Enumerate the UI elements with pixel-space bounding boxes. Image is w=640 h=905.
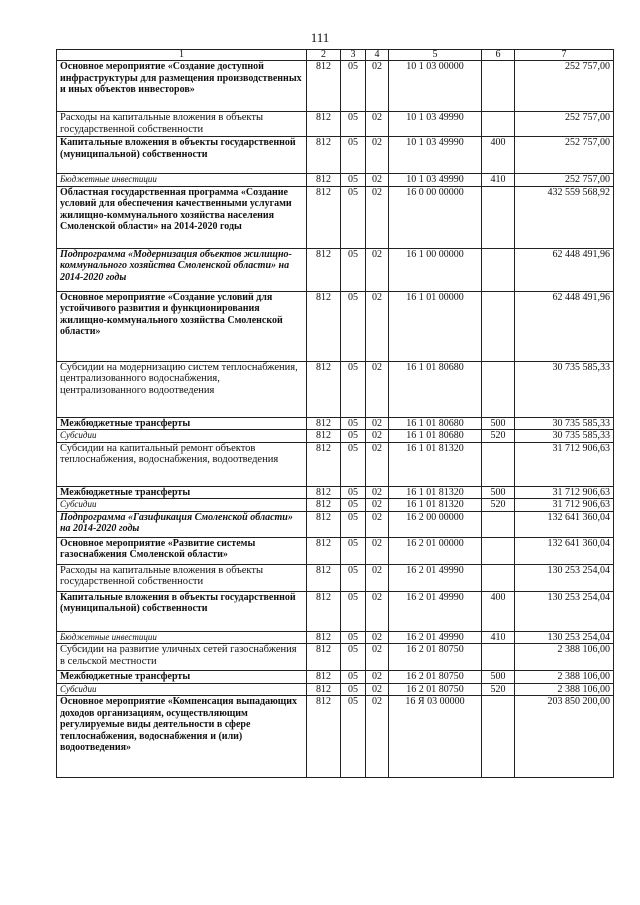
row-code-section: 05 bbox=[341, 486, 366, 499]
row-amount: 252 757,00 bbox=[515, 61, 614, 112]
column-header-5: 5 bbox=[389, 50, 482, 61]
row-name: Расходы на капитальные вложения в объекты государственной собственности bbox=[57, 112, 307, 137]
column-header-1: 1 bbox=[57, 50, 307, 61]
row-code-admin: 812 bbox=[307, 511, 341, 537]
row-code-section: 05 bbox=[341, 696, 366, 778]
row-code-subsection: 02 bbox=[366, 361, 389, 417]
table-row bbox=[57, 486, 614, 499]
row-code-admin: 812 bbox=[307, 442, 341, 486]
row-code-target: 16 1 01 80680 bbox=[389, 430, 482, 443]
row-code-expense-type: 520 bbox=[482, 683, 515, 696]
row-code-admin: 812 bbox=[307, 499, 341, 512]
row-name: Субсидии bbox=[57, 683, 307, 696]
row-code-admin: 812 bbox=[307, 361, 341, 417]
row-code-admin: 812 bbox=[307, 537, 341, 564]
row-code-admin: 812 bbox=[307, 564, 341, 591]
column-header-6: 6 bbox=[482, 50, 515, 61]
row-code-section: 05 bbox=[341, 291, 366, 361]
row-name: Субсидии на модернизацию систем теплоснабжения, централизованного водоснабжения, централизованного водоотведения bbox=[57, 361, 307, 417]
row-code-expense-type bbox=[482, 564, 515, 591]
row-amount: 62 448 491,96 bbox=[515, 291, 614, 361]
row-code-expense-type bbox=[482, 696, 515, 778]
table-row bbox=[57, 499, 614, 512]
row-name: Межбюджетные трансферты bbox=[57, 671, 307, 684]
row-code-target: 16 2 01 80750 bbox=[389, 644, 482, 671]
row-amount: 132 641 360,04 bbox=[515, 537, 614, 564]
row-code-expense-type bbox=[482, 511, 515, 537]
row-code-subsection: 02 bbox=[366, 631, 389, 644]
row-code-target: 16 1 01 81320 bbox=[389, 442, 482, 486]
row-amount: 132 641 360,04 bbox=[515, 511, 614, 537]
row-code-subsection: 02 bbox=[366, 696, 389, 778]
row-name: Подпрограмма «Газификация Смоленской области» на 2014-2020 годы bbox=[57, 511, 307, 537]
row-name: Субсидии bbox=[57, 430, 307, 443]
column-header-2: 2 bbox=[307, 50, 341, 61]
row-name: Капитальные вложения в объекты государственной (муниципальной) собственности bbox=[57, 591, 307, 631]
row-code-target: 16 1 01 81320 bbox=[389, 486, 482, 499]
row-code-expense-type bbox=[482, 361, 515, 417]
row-code-admin: 812 bbox=[307, 174, 341, 187]
row-code-admin: 812 bbox=[307, 644, 341, 671]
table-row bbox=[57, 644, 614, 671]
row-amount: 30 735 585,33 bbox=[515, 430, 614, 443]
row-code-subsection: 02 bbox=[366, 417, 389, 430]
row-code-target: 16 1 00 00000 bbox=[389, 248, 482, 291]
row-code-expense-type: 520 bbox=[482, 499, 515, 512]
row-code-admin: 812 bbox=[307, 631, 341, 644]
row-code-subsection: 02 bbox=[366, 61, 389, 112]
row-amount: 30 735 585,33 bbox=[515, 417, 614, 430]
row-amount: 30 735 585,33 bbox=[515, 361, 614, 417]
row-code-expense-type: 520 bbox=[482, 430, 515, 443]
table-row bbox=[57, 591, 614, 631]
row-code-section: 05 bbox=[341, 537, 366, 564]
row-amount: 2 388 106,00 bbox=[515, 683, 614, 696]
row-code-admin: 812 bbox=[307, 112, 341, 137]
row-code-section: 05 bbox=[341, 361, 366, 417]
row-code-admin: 812 bbox=[307, 417, 341, 430]
row-code-subsection: 02 bbox=[366, 112, 389, 137]
row-code-admin: 812 bbox=[307, 486, 341, 499]
table-row bbox=[57, 137, 614, 174]
table-row bbox=[57, 631, 614, 644]
row-code-section: 05 bbox=[341, 186, 366, 248]
row-code-subsection: 02 bbox=[366, 537, 389, 564]
row-code-admin: 812 bbox=[307, 683, 341, 696]
row-amount: 130 253 254,04 bbox=[515, 631, 614, 644]
table-row bbox=[57, 564, 614, 591]
row-code-target: 16 1 01 80680 bbox=[389, 361, 482, 417]
table-row bbox=[57, 291, 614, 361]
row-code-target: 10 1 03 49990 bbox=[389, 112, 482, 137]
row-amount: 31 712 906,63 bbox=[515, 499, 614, 512]
row-code-target: 16 Я 03 00000 bbox=[389, 696, 482, 778]
row-amount: 2 388 106,00 bbox=[515, 644, 614, 671]
row-code-expense-type bbox=[482, 61, 515, 112]
row-code-target: 16 2 01 49990 bbox=[389, 631, 482, 644]
row-code-expense-type bbox=[482, 291, 515, 361]
row-code-admin: 812 bbox=[307, 671, 341, 684]
row-code-section: 05 bbox=[341, 137, 366, 174]
row-code-expense-type bbox=[482, 248, 515, 291]
row-code-admin: 812 bbox=[307, 591, 341, 631]
row-code-section: 05 bbox=[341, 112, 366, 137]
row-name: Бюджетные инвестиции bbox=[57, 174, 307, 187]
row-code-admin: 812 bbox=[307, 186, 341, 248]
row-code-section: 05 bbox=[341, 61, 366, 112]
row-code-subsection: 02 bbox=[366, 174, 389, 187]
row-code-section: 05 bbox=[341, 174, 366, 187]
row-name: Межбюджетные трансферты bbox=[57, 417, 307, 430]
row-code-admin: 812 bbox=[307, 696, 341, 778]
column-header-4: 4 bbox=[366, 50, 389, 61]
table-row bbox=[57, 174, 614, 187]
row-amount: 130 253 254,04 bbox=[515, 591, 614, 631]
row-code-admin: 812 bbox=[307, 291, 341, 361]
row-code-expense-type: 410 bbox=[482, 174, 515, 187]
row-code-expense-type bbox=[482, 186, 515, 248]
table-row bbox=[57, 696, 614, 778]
table-row bbox=[57, 361, 614, 417]
row-code-target: 16 2 00 00000 bbox=[389, 511, 482, 537]
row-name: Субсидии bbox=[57, 499, 307, 512]
row-amount: 252 757,00 bbox=[515, 137, 614, 174]
row-code-subsection: 02 bbox=[366, 511, 389, 537]
row-code-section: 05 bbox=[341, 417, 366, 430]
row-amount: 252 757,00 bbox=[515, 174, 614, 187]
table-body bbox=[57, 61, 614, 778]
table-row bbox=[57, 186, 614, 248]
row-code-section: 05 bbox=[341, 430, 366, 443]
row-code-subsection: 02 bbox=[366, 671, 389, 684]
row-code-subsection: 02 bbox=[366, 291, 389, 361]
row-name: Бюджетные инвестиции bbox=[57, 631, 307, 644]
row-name: Капитальные вложения в объекты государственной (муниципальной) собственности bbox=[57, 137, 307, 174]
row-name: Основное мероприятие «Развитие системы газоснабжения Смоленской области» bbox=[57, 537, 307, 564]
table-row bbox=[57, 537, 614, 564]
row-code-subsection: 02 bbox=[366, 486, 389, 499]
row-code-section: 05 bbox=[341, 591, 366, 631]
row-code-admin: 812 bbox=[307, 430, 341, 443]
row-code-subsection: 02 bbox=[366, 564, 389, 591]
row-code-admin: 812 bbox=[307, 137, 341, 174]
row-code-section: 05 bbox=[341, 511, 366, 537]
row-code-target: 16 2 01 80750 bbox=[389, 683, 482, 696]
header-row bbox=[57, 50, 614, 61]
row-amount: 2 388 106,00 bbox=[515, 671, 614, 684]
row-name: Подпрограмма «Модернизация объектов жилищно-коммунального хозяйства Смоленской области» на 2014-2020 годы bbox=[57, 248, 307, 291]
row-code-target: 10 1 03 49990 bbox=[389, 174, 482, 187]
row-code-expense-type: 400 bbox=[482, 591, 515, 631]
row-name: Областная государственная программа «Создание условий для обеспечения качественными услугами жилищно-коммунального хозяйства населения Смоленской области» на 2014-2020 годы bbox=[57, 186, 307, 248]
row-code-subsection: 02 bbox=[366, 683, 389, 696]
row-code-target: 16 2 01 49990 bbox=[389, 591, 482, 631]
row-code-subsection: 02 bbox=[366, 442, 389, 486]
row-code-section: 05 bbox=[341, 631, 366, 644]
row-code-subsection: 02 bbox=[366, 186, 389, 248]
column-header-3: 3 bbox=[341, 50, 366, 61]
row-name: Основное мероприятие «Создание доступной инфраструктуры для размещения производственных и иных объектов инвесторов» bbox=[57, 61, 307, 112]
row-code-subsection: 02 bbox=[366, 644, 389, 671]
row-name: Субсидии на капитальный ремонт объектов теплоснабжения, водоснабжения, водоотведения bbox=[57, 442, 307, 486]
row-code-expense-type bbox=[482, 112, 515, 137]
row-amount: 130 253 254,04 bbox=[515, 564, 614, 591]
row-code-expense-type bbox=[482, 537, 515, 564]
row-code-section: 05 bbox=[341, 644, 366, 671]
row-code-target: 10 1 03 00000 bbox=[389, 61, 482, 112]
row-code-target: 16 0 00 00000 bbox=[389, 186, 482, 248]
row-code-target: 16 1 01 81320 bbox=[389, 499, 482, 512]
row-amount: 31 712 906,63 bbox=[515, 486, 614, 499]
row-code-target: 10 1 03 49990 bbox=[389, 137, 482, 174]
row-name: Основное мероприятие «Компенсация выпадающих доходов организациям, осуществляющим регулируемые виды деятельности в сфере теплоснабжения, водоснабжения и (или) водоотведения» bbox=[57, 696, 307, 778]
row-name: Основное мероприятие «Создание условий для устойчивого развития и функционирования жилищно-коммунального хозяйства Смоленской области» bbox=[57, 291, 307, 361]
row-code-section: 05 bbox=[341, 499, 366, 512]
row-code-section: 05 bbox=[341, 683, 366, 696]
row-code-section: 05 bbox=[341, 442, 366, 486]
row-amount: 432 559 568,92 bbox=[515, 186, 614, 248]
row-code-expense-type: 400 bbox=[482, 137, 515, 174]
column-header-7: 7 bbox=[515, 50, 614, 61]
table-row bbox=[57, 511, 614, 537]
row-code-subsection: 02 bbox=[366, 499, 389, 512]
page-number: 111 bbox=[310, 30, 330, 45]
row-code-section: 05 bbox=[341, 671, 366, 684]
table-row bbox=[57, 442, 614, 486]
row-code-section: 05 bbox=[341, 564, 366, 591]
row-amount: 31 712 906,63 bbox=[515, 442, 614, 486]
row-code-expense-type: 500 bbox=[482, 486, 515, 499]
row-amount: 62 448 491,96 bbox=[515, 248, 614, 291]
row-code-expense-type bbox=[482, 442, 515, 486]
row-code-expense-type bbox=[482, 644, 515, 671]
table-row bbox=[57, 248, 614, 291]
row-amount: 203 850 200,00 bbox=[515, 696, 614, 778]
row-code-target: 16 2 01 80750 bbox=[389, 671, 482, 684]
row-amount: 252 757,00 bbox=[515, 112, 614, 137]
row-code-admin: 812 bbox=[307, 61, 341, 112]
row-code-expense-type: 410 bbox=[482, 631, 515, 644]
table-row bbox=[57, 417, 614, 430]
row-code-target: 16 2 01 00000 bbox=[389, 537, 482, 564]
table-row bbox=[57, 61, 614, 112]
row-code-subsection: 02 bbox=[366, 248, 389, 291]
table-row bbox=[57, 430, 614, 443]
row-name: Межбюджетные трансферты bbox=[57, 486, 307, 499]
row-code-subsection: 02 bbox=[366, 137, 389, 174]
budget-table bbox=[56, 49, 614, 778]
row-code-subsection: 02 bbox=[366, 430, 389, 443]
row-code-expense-type: 500 bbox=[482, 417, 515, 430]
row-code-expense-type: 500 bbox=[482, 671, 515, 684]
row-code-target: 16 2 01 49990 bbox=[389, 564, 482, 591]
row-name: Субсидии на развитие уличных сетей газоснабжения в сельской местности bbox=[57, 644, 307, 671]
row-code-subsection: 02 bbox=[366, 591, 389, 631]
row-code-section: 05 bbox=[341, 248, 366, 291]
row-code-admin: 812 bbox=[307, 248, 341, 291]
row-code-target: 16 1 01 00000 bbox=[389, 291, 482, 361]
table-row bbox=[57, 683, 614, 696]
row-name: Расходы на капитальные вложения в объекты государственной собственности bbox=[57, 564, 307, 591]
table-row bbox=[57, 671, 614, 684]
table-row bbox=[57, 112, 614, 137]
row-code-target: 16 1 01 80680 bbox=[389, 417, 482, 430]
